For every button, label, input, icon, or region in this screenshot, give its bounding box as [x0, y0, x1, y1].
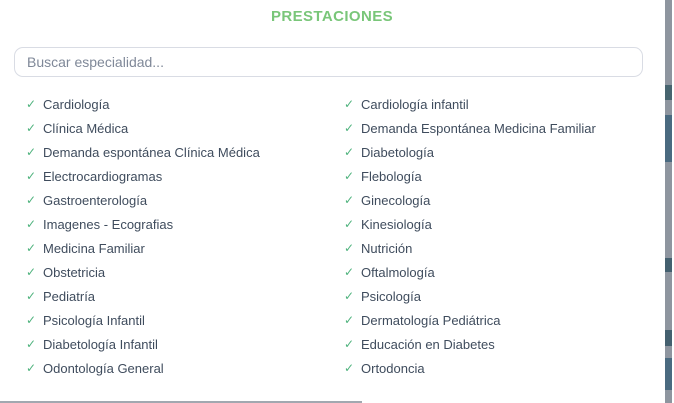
specialty-item[interactable] [344, 236, 644, 260]
check-icon: ✓ [344, 241, 355, 255]
specialty-item[interactable] [26, 260, 326, 284]
specialty-label: Imagenes - Ecografias [43, 216, 174, 232]
specialty-label: Ortodoncia [361, 360, 425, 376]
specialty-label: Flebología [361, 168, 422, 184]
check-icon: ✓ [26, 289, 37, 303]
page-title: PRESTACIONES [270, 8, 394, 25]
specialty-label: Kinesiología [361, 216, 432, 232]
check-icon: ✓ [344, 121, 355, 135]
check-icon: ✓ [344, 337, 355, 351]
check-icon: ✓ [344, 217, 355, 231]
specialty-label: Pediatría [43, 288, 96, 304]
specialty-label: Diabetología [361, 144, 434, 160]
specialty-item[interactable] [344, 212, 644, 236]
specialty-column-right [344, 92, 644, 380]
background-right-edge [665, 0, 672, 403]
check-icon: ✓ [26, 265, 37, 279]
specialty-item[interactable] [344, 188, 644, 212]
specialty-item[interactable] [26, 308, 326, 332]
check-icon: ✓ [26, 337, 37, 351]
check-icon: ✓ [344, 193, 355, 207]
specialty-label: Psicología Infantil [43, 312, 145, 328]
specialty-item[interactable] [26, 212, 326, 236]
check-icon: ✓ [26, 217, 37, 231]
specialty-item[interactable] [26, 284, 326, 308]
specialty-label: Odontología General [43, 360, 164, 376]
check-icon: ✓ [344, 361, 355, 375]
specialty-label: Gastroenterología [43, 192, 148, 208]
specialty-column-left [26, 92, 326, 380]
check-icon: ✓ [26, 121, 37, 135]
specialty-item[interactable] [26, 188, 326, 212]
specialty-label: Demanda espontánea Clínica Médica [43, 144, 260, 160]
specialty-label: Obstetricia [43, 264, 106, 280]
specialty-item[interactable] [344, 92, 644, 116]
specialty-item[interactable] [26, 236, 326, 260]
specialty-item[interactable] [26, 332, 326, 356]
specialty-item[interactable] [344, 308, 644, 332]
check-icon: ✓ [26, 313, 37, 327]
specialty-item[interactable] [344, 164, 644, 188]
check-icon: ✓ [26, 361, 37, 375]
specialty-label: Demanda Espontánea Medicina Familiar [361, 120, 596, 136]
specialty-item[interactable] [344, 260, 644, 284]
specialty-label: Dermatología Pediátrica [361, 312, 501, 328]
specialty-item[interactable] [344, 284, 644, 308]
check-icon: ✓ [26, 145, 37, 159]
specialty-label: Electrocardiogramas [43, 168, 163, 184]
specialty-label: Educación en Diabetes [361, 336, 495, 352]
specialty-label: Ginecología [361, 192, 431, 208]
search-input[interactable] [14, 47, 643, 77]
specialty-item[interactable] [26, 356, 326, 380]
specialty-item[interactable] [26, 164, 326, 188]
specialty-label: Oftalmología [361, 264, 435, 280]
specialty-label: Clínica Médica [43, 120, 129, 136]
specialty-label: Psicología [361, 288, 421, 304]
specialty-item[interactable] [344, 140, 644, 164]
specialty-item[interactable] [344, 116, 644, 140]
check-icon: ✓ [344, 97, 355, 111]
specialty-label: Cardiología [43, 96, 110, 112]
specialty-item[interactable] [344, 356, 644, 380]
specialty-item[interactable] [26, 140, 326, 164]
check-icon: ✓ [344, 169, 355, 183]
specialty-label: Medicina Familiar [43, 240, 145, 256]
specialty-label: Nutrición [361, 240, 413, 256]
check-icon: ✓ [344, 145, 355, 159]
check-icon: ✓ [26, 193, 37, 207]
specialty-label: Cardiología infantil [361, 96, 469, 112]
check-icon: ✓ [26, 97, 37, 111]
specialty-label: Diabetología Infantil [43, 336, 158, 352]
specialty-item[interactable] [26, 116, 326, 140]
specialty-item[interactable] [26, 92, 326, 116]
check-icon: ✓ [26, 241, 37, 255]
specialty-item[interactable] [344, 332, 644, 356]
check-icon: ✓ [344, 313, 355, 327]
check-icon: ✓ [344, 289, 355, 303]
check-icon: ✓ [344, 265, 355, 279]
check-icon: ✓ [26, 169, 37, 183]
